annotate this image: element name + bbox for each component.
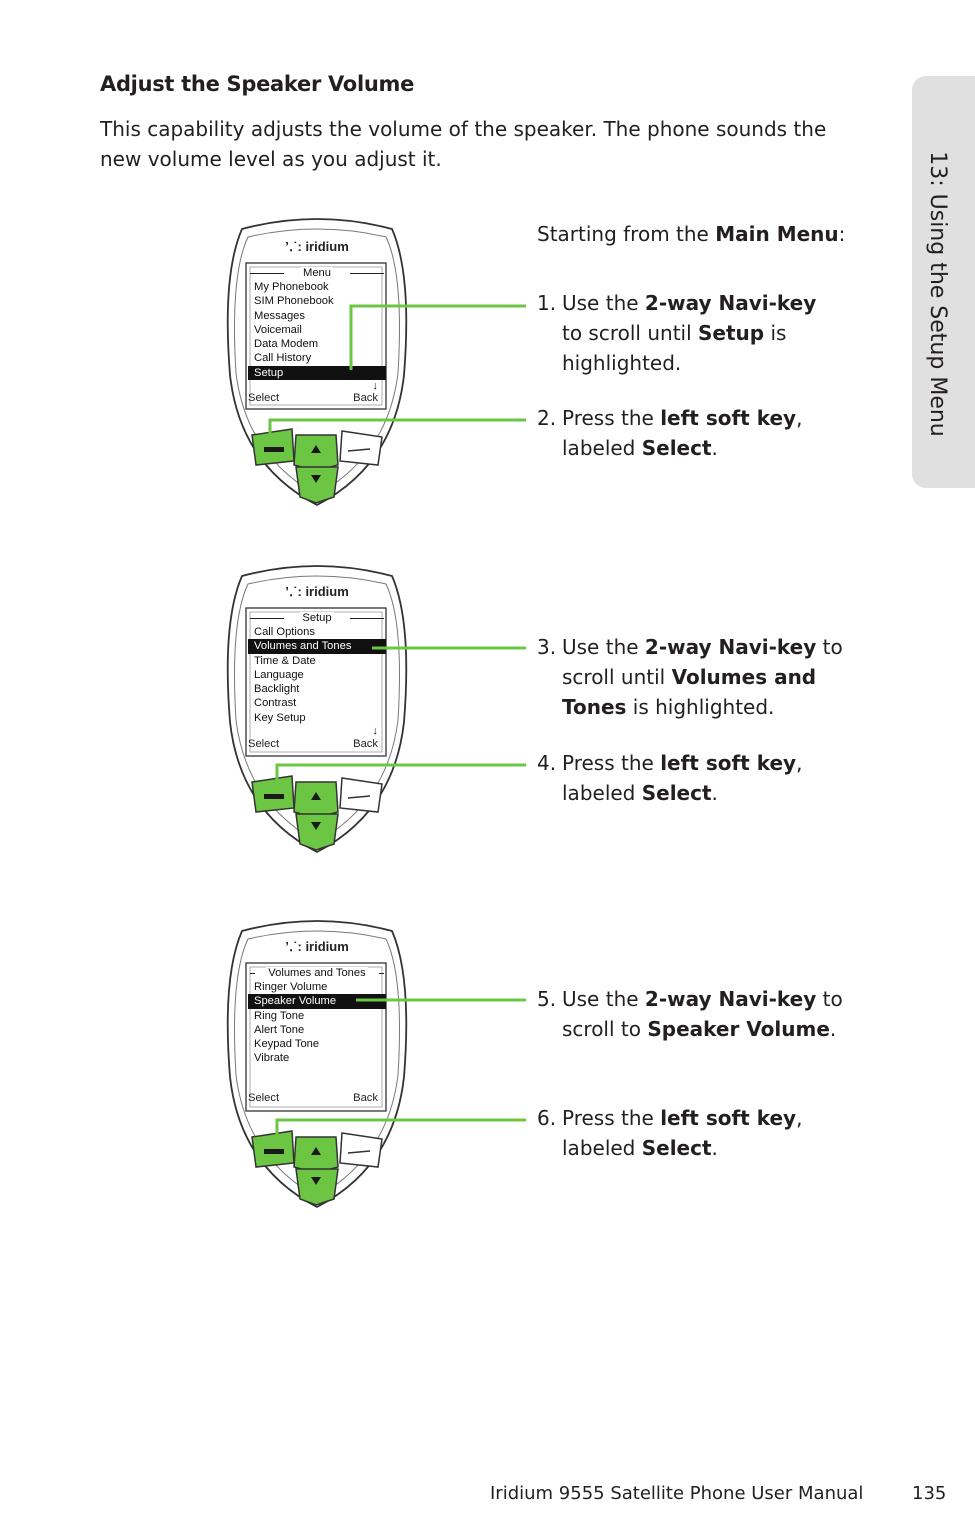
menu-item-selected: Volumes and Tones <box>248 639 386 653</box>
step-text: . <box>711 1136 718 1160</box>
menu-item: Messages <box>254 309 305 322</box>
step-bold: 2-way Navi-key <box>644 291 817 315</box>
page-number: 135 <box>912 1483 947 1504</box>
step-bold: Select <box>641 1136 712 1160</box>
menu-item: Time & Date <box>254 654 316 667</box>
iridium-logo: ’․˙: iridium <box>285 584 349 599</box>
step-text: Use the <box>562 635 645 659</box>
iridium-logo: ’․˙: iridium <box>285 939 349 954</box>
iridium-logo: ’․˙: iridium <box>285 239 349 254</box>
softkey-left-label: Select <box>248 392 280 404</box>
step-bold: Select <box>641 781 712 805</box>
menu-item: Ring Tone <box>254 1009 305 1022</box>
step-bold: 2-way Navi-key <box>644 635 817 659</box>
start-suffix: : <box>838 222 846 246</box>
step-text: Press the <box>562 406 661 430</box>
callout-line-step-4 <box>277 765 526 790</box>
menu-item: Key Setup <box>254 711 306 724</box>
softkey-right-label: Back <box>353 1092 378 1104</box>
menu-item: Call History <box>254 352 312 365</box>
step-text: to scroll until <box>562 635 843 689</box>
menu-item-selected: Speaker Volume <box>248 994 386 1008</box>
step-bold: 2-way Navi-key <box>644 987 817 1011</box>
menu-item: Language <box>254 668 304 681</box>
step-number: 3. <box>537 635 557 659</box>
menu-item: Voicemail <box>254 323 302 336</box>
step-text: Use the <box>562 987 645 1011</box>
start-bold: Main Menu <box>715 222 839 246</box>
step-text: Press the <box>562 1106 661 1130</box>
scroll-down-arrow-icon: ↓ <box>372 380 378 393</box>
softkey-right-label: Back <box>353 738 378 750</box>
menu-item: Vibrate <box>254 1052 290 1065</box>
callout-line-step-1 <box>351 306 526 370</box>
step-text: . <box>711 436 718 460</box>
menu-item: Keypad Tone <box>254 1038 320 1051</box>
callout-line-step-2 <box>270 420 526 440</box>
menu-item: Data Modem <box>254 338 319 351</box>
step-bold: left soft key <box>660 1106 797 1130</box>
start-prefix: Starting from the <box>537 222 716 246</box>
step-number: 5. <box>537 987 557 1011</box>
step-bold: Select <box>641 436 712 460</box>
step-text: , labeled <box>562 406 803 460</box>
menu-item: Call Options <box>254 626 315 638</box>
screen-title: Volumes and Tones <box>248 967 386 980</box>
step-bold: Volumes and Tones <box>562 665 817 719</box>
menu-item: Alert Tone <box>254 1023 305 1036</box>
menu-item: Backlight <box>254 683 300 696</box>
menu-item: Contrast <box>254 697 297 710</box>
step-3 <box>537 632 857 722</box>
softkey-left-label: Select <box>248 738 280 750</box>
step-number: 1. <box>537 291 557 315</box>
step-text: . <box>829 1017 837 1041</box>
step-number: 6. <box>537 1106 557 1130</box>
step-text: . <box>711 781 718 805</box>
step-2 <box>537 403 837 463</box>
softkey-right-label: Back <box>353 392 378 404</box>
section-heading: Adjust the Speaker Volume <box>100 72 415 96</box>
step-bold: Setup <box>698 321 765 345</box>
footer-manual-title: Iridium 9555 Satellite Phone User Manual <box>490 1483 864 1504</box>
step-text: is highlighted. <box>626 695 775 719</box>
step-text: Use the <box>562 291 645 315</box>
step-text: , labeled <box>562 751 803 805</box>
step-bold: Speaker Volume <box>647 1017 830 1041</box>
menu-item: My Phonebook <box>254 281 329 293</box>
menu-item: Ringer Volume <box>254 981 328 993</box>
step-text: Press the <box>562 751 661 775</box>
step-5 <box>537 984 857 1044</box>
screen-title: Menu <box>248 267 386 280</box>
step-6 <box>537 1103 837 1163</box>
step-1 <box>537 288 837 378</box>
callout-line-step-6 <box>277 1120 526 1145</box>
step-number: 4. <box>537 751 557 775</box>
softkey-left-label: Select <box>248 1092 280 1104</box>
screen-title: Setup <box>248 612 386 625</box>
menu-item-selected: Setup <box>248 366 386 380</box>
step-bold: left soft key <box>660 751 797 775</box>
menu-item: SIM Phonebook <box>254 295 334 308</box>
chapter-tab-label: 13: Using the Setup Menu <box>925 151 950 437</box>
step-text: is highlighted. <box>562 321 787 375</box>
scroll-down-arrow-icon: ↓ <box>372 725 378 738</box>
intro-paragraph: This capability adjusts the volume of the speaker. The phone sounds the new volume level as you adjust it. <box>100 117 827 171</box>
step-text: to scroll until <box>562 321 699 345</box>
step-number: 2. <box>537 406 557 430</box>
step-text: , labeled <box>562 1106 803 1160</box>
step-bold: left soft key <box>660 406 797 430</box>
step-text: to scroll to <box>562 987 843 1041</box>
step-4 <box>537 748 837 808</box>
